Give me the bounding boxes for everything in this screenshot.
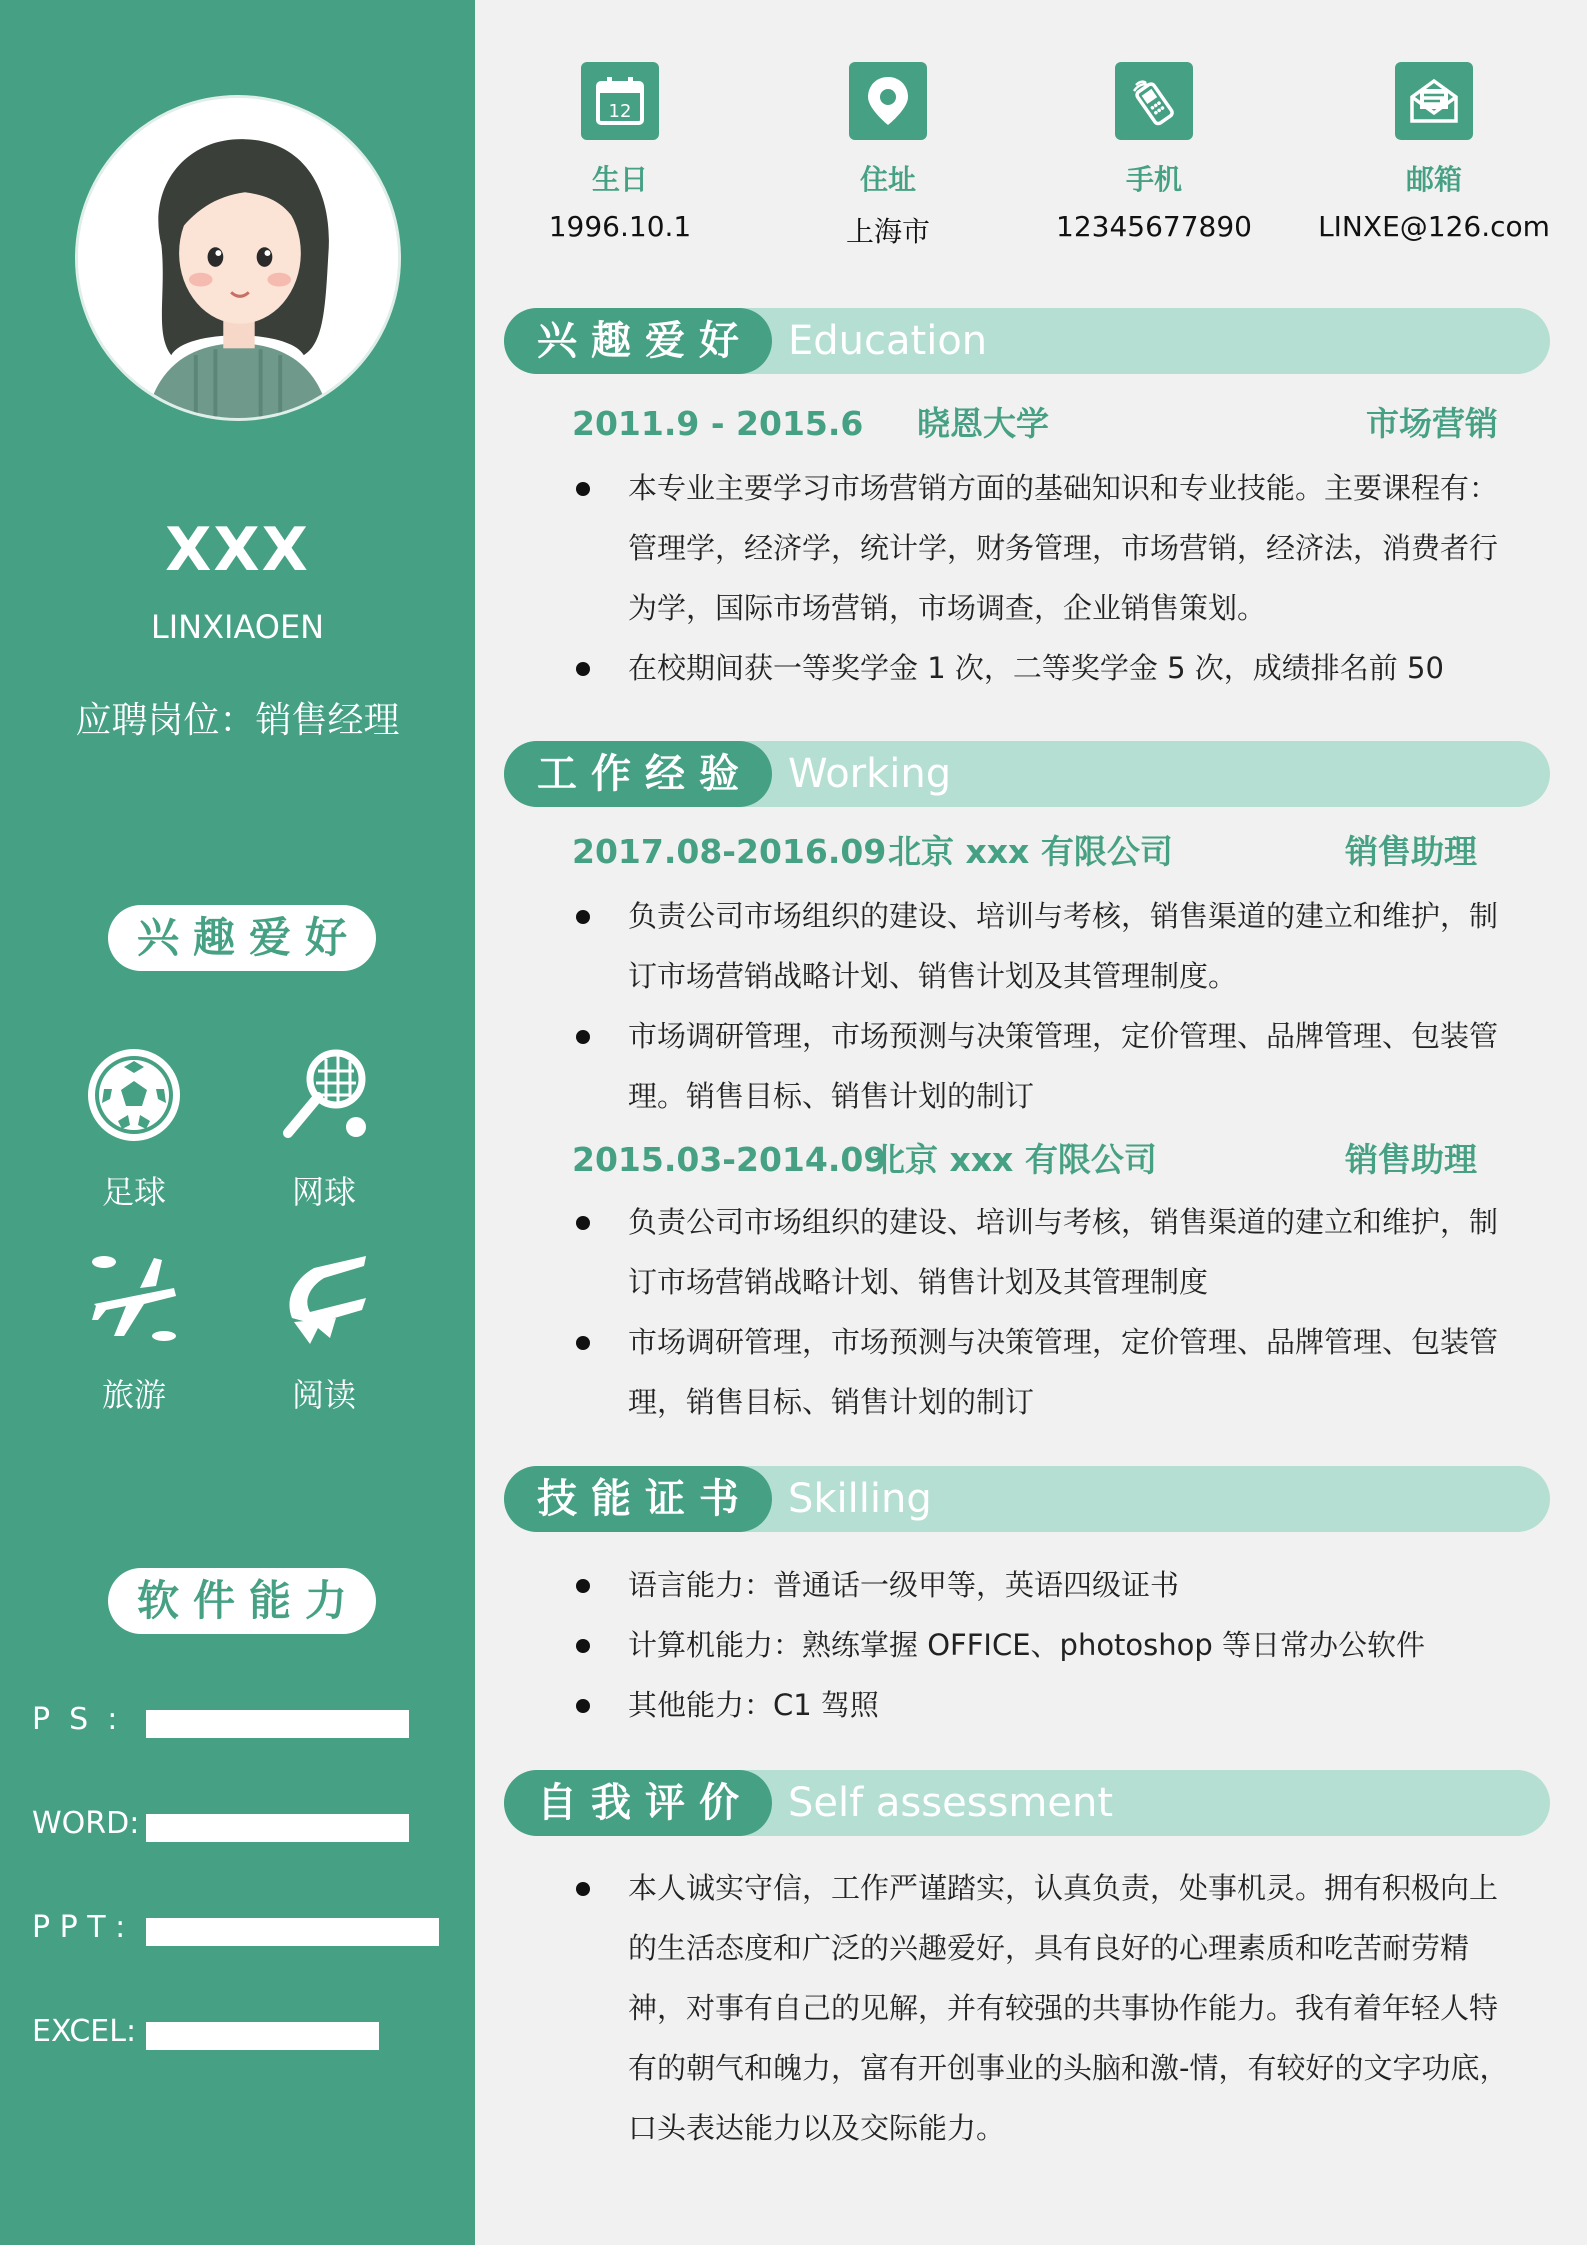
bullet-dot: [576, 1336, 590, 1350]
list-item: [572, 886, 1517, 1006]
bullet-dot: [576, 1216, 590, 1230]
contact-birthday: [500, 62, 740, 243]
software-skill-label: WORD:: [32, 1806, 140, 1841]
hobby-tennis: [254, 1045, 394, 1213]
bullet-dot: [576, 482, 590, 496]
bullet-text: 本人诚实守信，工作严谨踏实，认真负责，处事机灵。拥有积极向上的生活态度和广泛的兴趣爱好，具有良好的心理素质和吃苦耐劳精神，对事有自己的见解，并有较强的共事协作能力。我有着年轻人特有的朝气和魄力，富有开创事业的头脑和激-情，有较好的文字功底，口头表达能力以及交际能力。: [628, 1871, 1509, 2145]
hobby-label: 旅游: [101, 1376, 166, 1414]
list-item: [572, 1006, 1517, 1126]
contact-email: [1314, 62, 1554, 243]
svg-text:12: 12: [608, 101, 632, 122]
contact-label: 手机: [1125, 163, 1182, 196]
software-skill-bar: [146, 1814, 409, 1842]
list-item: [572, 1675, 1517, 1735]
education-entry: [572, 402, 1522, 446]
bullet-text: 负责公司市场组织的建设、培训与考核，销售渠道的建立和维护，制订市场营销战略计划、销售计划及其管理制度。: [628, 899, 1499, 993]
avatar: [75, 95, 401, 421]
section-subtitle: Skilling: [788, 1476, 932, 1522]
bullet-dot: [576, 1579, 590, 1593]
work-entry: [572, 1138, 1522, 1182]
entry-company: 北京 xxx 有限公司: [888, 832, 1173, 871]
hobby-label: 足球: [101, 1173, 166, 1211]
list-item: [572, 458, 1517, 638]
section-header-skills: [504, 1466, 1550, 1532]
bullet-text: 语言能力：普通话一级甲等，英语四级证书: [628, 1568, 1180, 1602]
entry-date: 2017.08-2016.09: [572, 832, 887, 871]
bullet-text: 市场调研管理，市场预测与决策管理，定价管理、品牌管理、包装管理。销售目标、销售计划的制订: [628, 1019, 1499, 1113]
bullet-dot: [576, 1699, 590, 1713]
hobby-travel: [64, 1248, 204, 1416]
contact-value: 上海市: [845, 215, 930, 248]
list-item: [572, 1192, 1517, 1312]
section-title: 技能证书: [504, 1466, 772, 1532]
hobby-reading: [254, 1248, 394, 1416]
entry-school: 晓恩大学: [917, 404, 1049, 443]
bullet-dot: [576, 662, 590, 676]
work-entry: [572, 830, 1522, 874]
bullet-text: 本专业主要学习市场营销方面的基础知识和专业技能。主要课程有：管理学，经济学，统计学，财务管理，市场营销，经济法，消费者行为学，国际市场营销，市场调查，企业销售策划。: [628, 471, 1499, 625]
section-subtitle: Education: [788, 318, 988, 364]
bullet-text: 负责公司市场组织的建设、培训与考核，销售渠道的建立和维护，制订市场营销战略计划、销售计划及其管理制度: [628, 1205, 1499, 1299]
applied-position: 应聘岗位：销售经理: [75, 700, 400, 741]
bullet-dot: [576, 1030, 590, 1044]
bullet-text: 市场调研管理，市场预测与决策管理，定价管理、品牌管理、包装管理，销售目标、销售计划的制订: [628, 1325, 1499, 1419]
software-skill-label: P S :: [32, 1702, 118, 1737]
tennis-racket-icon: [274, 1045, 374, 1145]
contact-phone: [1034, 62, 1274, 243]
list-item: [572, 1858, 1517, 2158]
candidate-english-name: LINXIAOEN: [150, 608, 325, 646]
section-header-self-assessment: [504, 1770, 1550, 1836]
section-subtitle: Working: [788, 751, 952, 797]
hobby-soccer: [64, 1045, 204, 1213]
entry-role: 销售助理: [1345, 1140, 1477, 1179]
section-title: 兴趣爱好: [504, 308, 772, 374]
contact-label: 邮箱: [1405, 163, 1462, 196]
sidebar: [0, 0, 475, 2245]
hobby-label: 网球: [291, 1173, 356, 1211]
contact-value: 1996.10.1: [548, 210, 692, 243]
entry-date: 2015.03-2014.09: [572, 1140, 887, 1179]
contact-label: 住址: [859, 163, 916, 196]
bullet-text: 其他能力：C1 驾照: [628, 1688, 879, 1722]
calendar-icon: [592, 73, 648, 129]
contact-value: LINXE@126.com: [1318, 210, 1550, 243]
contact-address: [768, 62, 1008, 250]
bullet-text: 在校期间获一等奖学金 1 次，二等奖学金 5 次，成绩排名前 50: [628, 651, 1444, 685]
entry-major: 市场营销: [1366, 404, 1498, 443]
list-item: [572, 1615, 1517, 1675]
contact-value: 12345677890: [1056, 210, 1252, 243]
book-icon: [274, 1248, 374, 1348]
section-header-work: [504, 741, 1550, 807]
bullet-dot: [576, 1882, 590, 1896]
soccer-ball-icon: [84, 1045, 184, 1145]
bullet-text: 计算机能力：熟练掌握 OFFICE、photoshop 等日常办公软件: [628, 1628, 1426, 1662]
software-skill-bar: [146, 1710, 409, 1738]
bullet-dot: [576, 1639, 590, 1653]
section-title: 自我评价: [504, 1770, 772, 1836]
software-title: 软件能力: [108, 1568, 376, 1634]
entry-company: 北京 xxx 有限公司: [872, 1140, 1157, 1179]
hobbies-title: 兴趣爱好: [108, 905, 376, 971]
airplane-icon: [84, 1248, 184, 1348]
section-subtitle: Self assessment: [788, 1780, 1113, 1826]
phone-icon: [1126, 73, 1182, 129]
contact-label: 生日: [591, 163, 648, 196]
software-skill-label: EXCEL:: [32, 2014, 137, 2049]
bullet-dot: [576, 910, 590, 924]
list-item: [572, 638, 1517, 698]
avatar-illustration: [78, 98, 398, 418]
entry-date: 2011.9 - 2015.6: [572, 404, 864, 443]
list-item: [572, 1555, 1517, 1615]
entry-role: 销售助理: [1345, 832, 1477, 871]
list-item: [572, 1312, 1517, 1432]
section-header-education: [504, 308, 1550, 374]
software-skill-bar: [146, 2022, 379, 2050]
location-pin-icon: [860, 73, 916, 129]
software-skill-label: P P T :: [32, 1910, 126, 1945]
envelope-icon: [1406, 73, 1462, 129]
hobby-label: 阅读: [291, 1376, 356, 1414]
candidate-name: XXX: [165, 515, 310, 585]
section-title: 工作经验: [504, 741, 772, 807]
software-skill-bar: [146, 1918, 439, 1946]
